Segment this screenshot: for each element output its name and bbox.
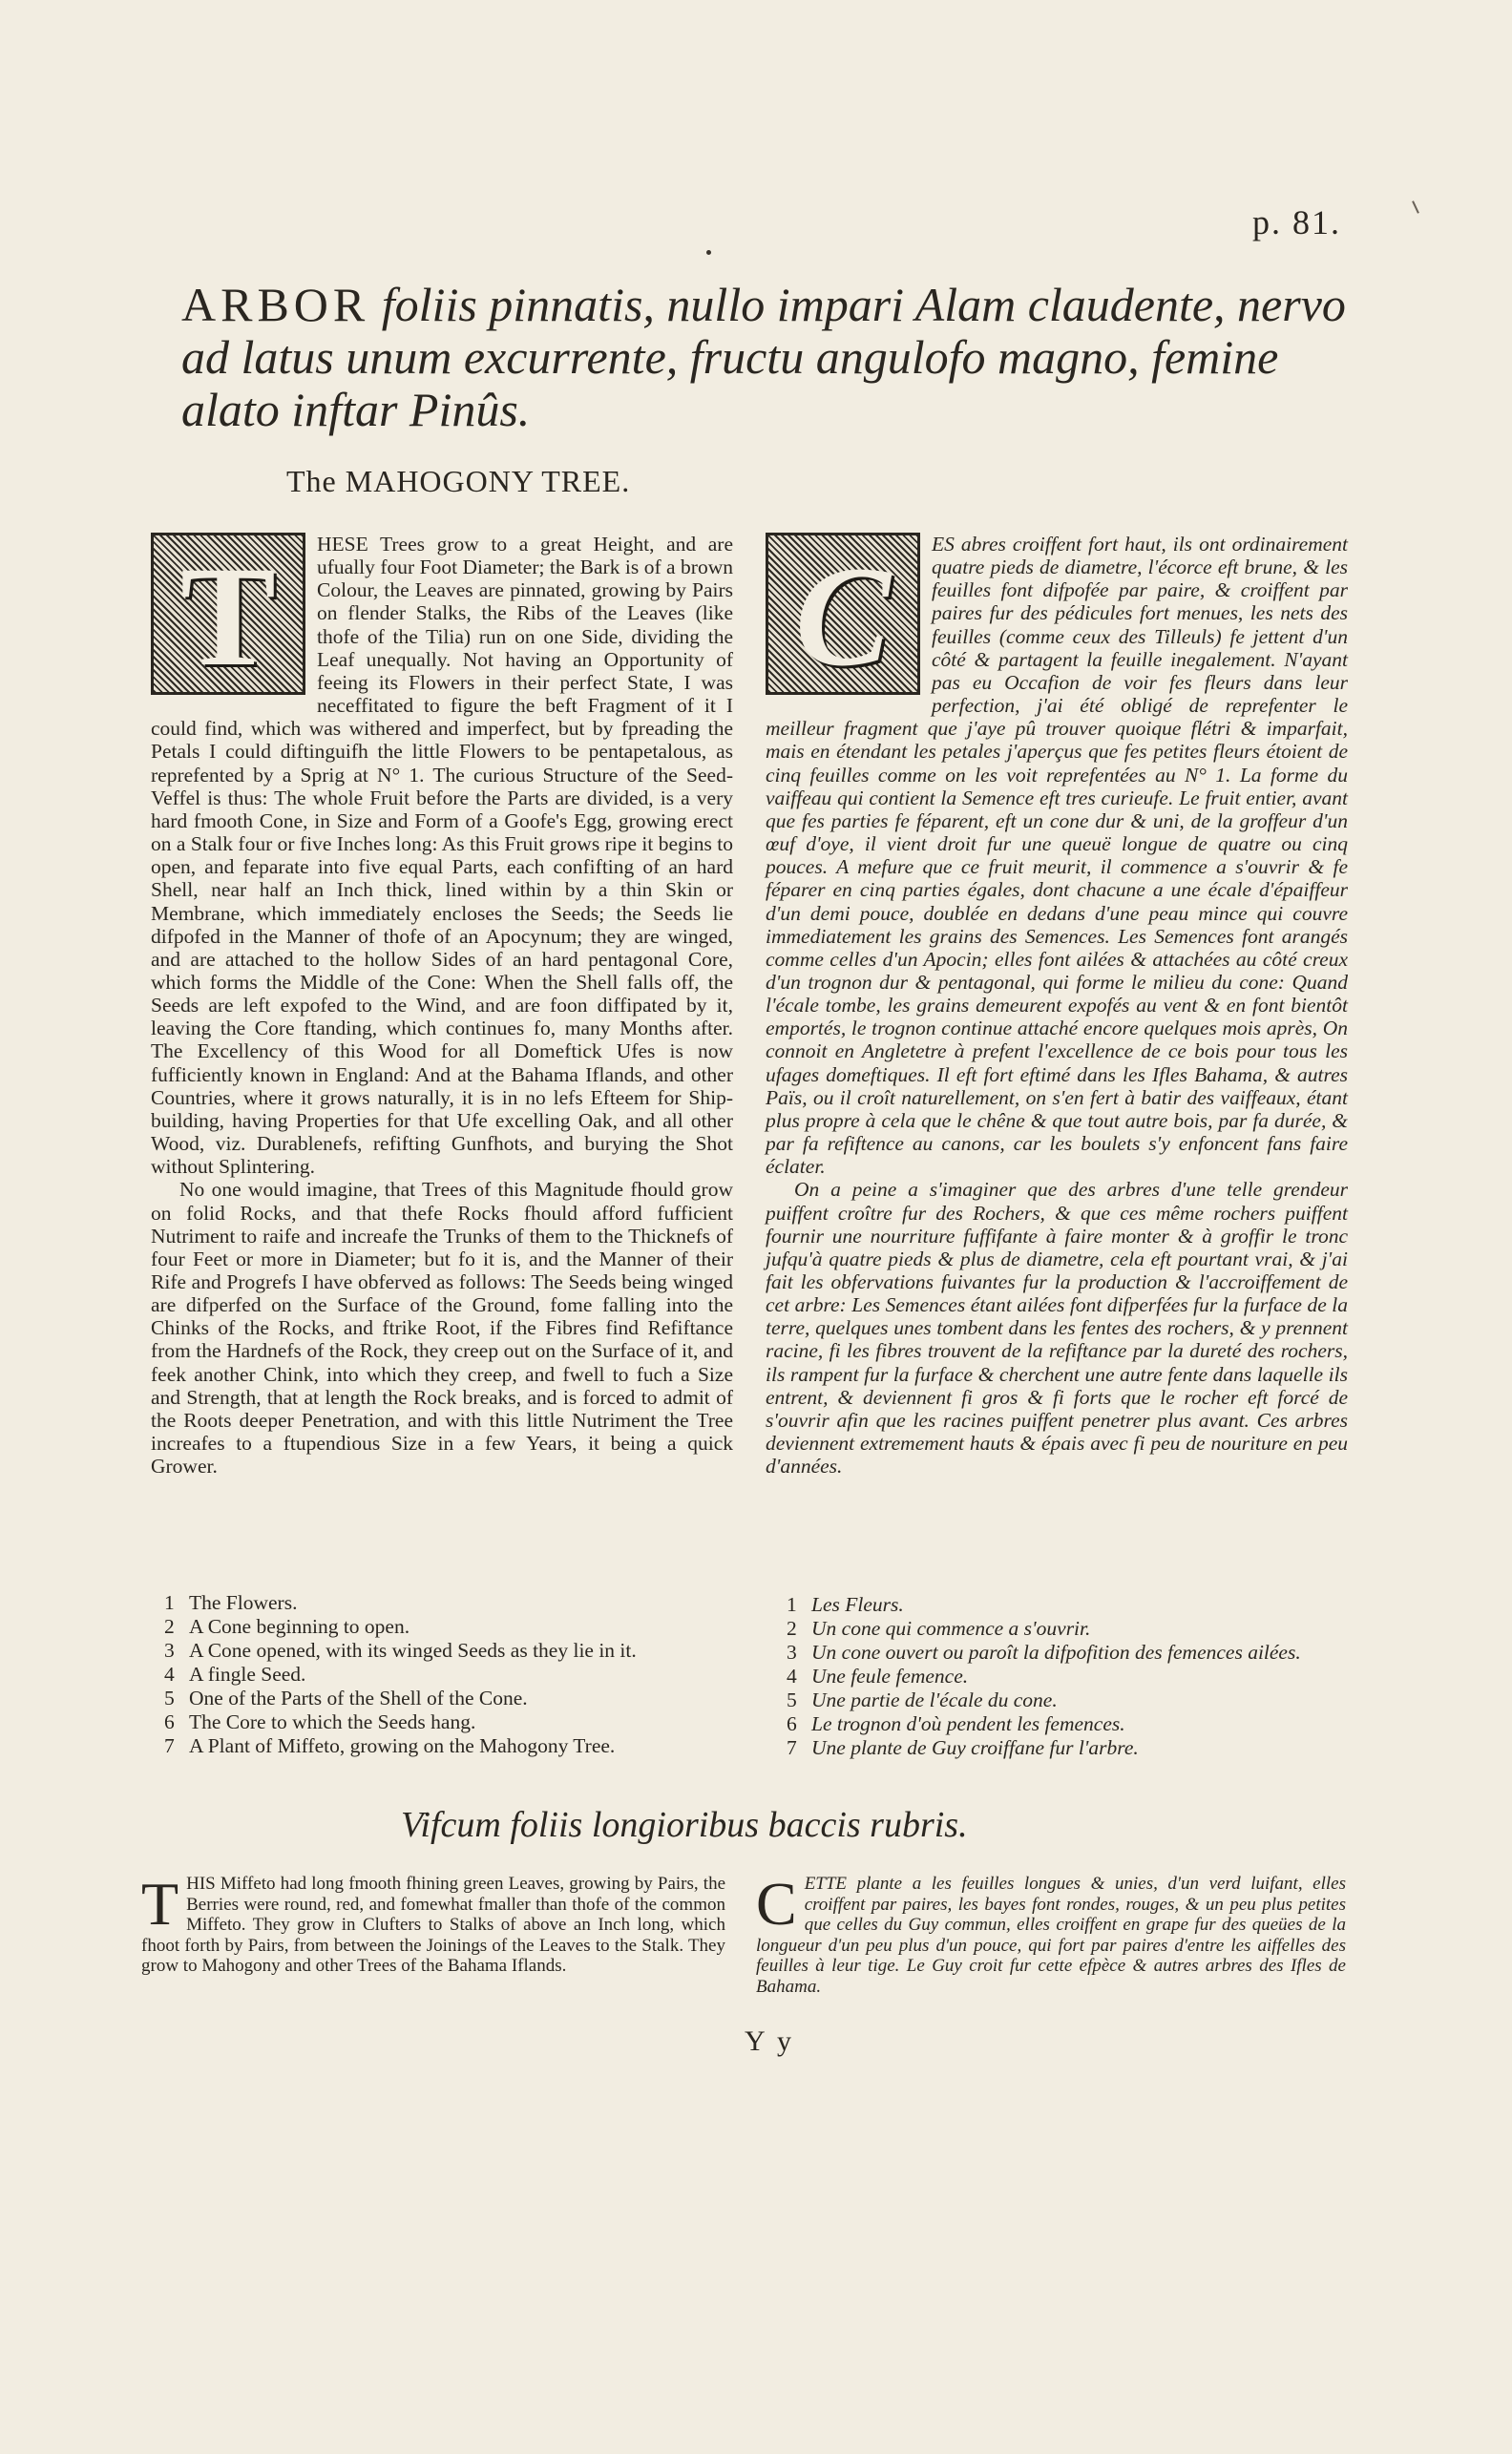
ink-dot bbox=[706, 250, 711, 255]
french-column bbox=[766, 533, 1348, 1478]
legend-item: 1 Les Fleurs. bbox=[787, 1593, 904, 1616]
legend-item: 6 The Core to which the Seeds hang. bbox=[164, 1710, 476, 1733]
misseto-french-text: ETTE plante a les feuilles longues & unies, d'un verd luifant, elles croiffent par paires, les bayes font rondes, rouges, & un peu plus petites que celles du Guy commun, elles croiffent en grape fur des queües de la longueur d'un peu plus d'un pouce, qui fort par paires d'entre les aiffelles des feuilles à leur tige. Le Guy croit fur cette efpèce & autres arbres des Ifles de Bahama. bbox=[756, 1874, 1346, 1997]
legend-item: 4 Une feule femence. bbox=[787, 1665, 969, 1688]
dropcap-letter: C bbox=[794, 537, 892, 696]
legend-item: 2 A Cone beginning to open. bbox=[164, 1615, 410, 1638]
legend-item: 7 A Plant of Miffeto, growing on the Mahogony Tree. bbox=[164, 1734, 616, 1757]
dropcap-french bbox=[766, 533, 920, 695]
legend-item: 3 A Cone opened, with its winged Seeds as they lie in it. bbox=[164, 1639, 637, 1662]
initial-letter: C bbox=[756, 1870, 797, 1938]
legend-item: 6 Le trognon d'où pendent les femences. bbox=[787, 1712, 1125, 1735]
legend-item: 5 One of the Parts of the Shell of the Cone. bbox=[164, 1687, 528, 1709]
legend-item: 2 Un cone qui commence a s'ouvrir. bbox=[787, 1617, 1091, 1640]
legend-item: 1 The Flowers. bbox=[164, 1591, 298, 1614]
signature-mark: Y y bbox=[745, 2025, 795, 2057]
legend-item: 5 Une partie de l'écale du cone. bbox=[787, 1688, 1058, 1711]
latin-title-lead: ARBOR bbox=[181, 278, 370, 331]
french-paragraph: ES abres croiffent fort haut, ils ont ordinairement quatre pieds de diametre, l'écorce eft brune, & les feuilles font difpofée par paire, & croiffent par paires fur des pédicules fort menues, les nets des feuilles (comme ceux des Tilleuls) fe jettent d'un côté & partagent la feuille inegalement. N'ayant pas eu Occafion de voir fes fleurs dans leur perfection, j'ai été obligé de reprefenter le meilleur fragment que j'aye pû trouver quoique flétri & imparfait, mais en étendant les petales j'aperçus que fes petites fleurs étoient de cinq feuilles comme on les voit reprefentées au N° 1. La forme du vaiffeau qui contient la Semence eft tres curieufe. Le fruit entier, avant que fes parties fe féparent, eft un cone dur & uni, de la groffeur d'un œuf d'oye, il vient droit fur une queuë longue de quatre ou cinq pouces. A mefure que ce fruit meurit, il commence a s'ouvrir & fe féparer en cinq parties égales, dont chacune a une écale d'épaiffeur d'un demi pouce, doublée en dedans d'une peau mince qui couvre immediatement les grains des Semences. Les Semences font arangés comme celles d'un Apocin; elles font ailées & attachées au côté creux d'un trognon dur & pentagonal, qui forme le milieu du cone: Quand l'écale tombe, les grains demeurent expofés au vent & en font bientôt emportés, le trognon continue attaché encore quelques mois après, On connoit en Angletetre à prefent l'excellence de ce bois pour tous les ufages domeftiques. Il eft fort eftimé dans les Ifles Bahama, & autres Païs, ou il croît naturellement, on s'en fert à batir des vaiffeaux, étant plus propre à cela que le chêne & que tout autre bois, par fa durée, & par fa refiftence au canons, car les boulets s'y enfoncent fans faire éclater. bbox=[766, 533, 1348, 1179]
section-title: The MAHOGONY TREE. bbox=[286, 464, 631, 498]
legend-english bbox=[164, 1591, 746, 1758]
english-column bbox=[151, 533, 733, 1478]
latin-title bbox=[181, 279, 1365, 436]
initial-letter: T bbox=[141, 1870, 179, 1938]
ink-mark bbox=[1412, 200, 1419, 214]
french-paragraph: On a peine a s'imaginer que des arbres d'une telle grendeur puiffent croître fur des Rochers, & que ces même rochers puiffent fournir une nourriture fuffifante à faire monter & à groffir le tronc jufqu'à quatre pieds & plus de diametre, cela eft pourtant vrai, & j'ai fait les obfervations fuivantes fur la production & l'accroiffement de cet arbre: Les Semences étant ailées font difperfées fur la furface de la terre, quelques unes tombent dans les fentes des rochers, & y prennent racine, fi les fibres trouvent de la refiftance par la dureté des rochers, ils rampent fur la furface & cherchent une autre fente dans laquelle ils entrent, & deviennent fi gros & fi forts que le rocher eft forcé de s'ouvrir afin que les racines puiffent penetrer plus avant. Ces arbres deviennent extremement hauts & épais avec fi peu de nouriture en peu d'années. bbox=[766, 1178, 1348, 1479]
misseto-french bbox=[756, 1870, 1346, 1997]
dropcap-letter: T bbox=[179, 537, 277, 696]
english-paragraph: HESE Trees grow to a great Height, and are ufually four Foot Diameter; the Bark is of a brown Colour, the Leaves are pinnated, growing by Pairs on flender Stalks, the Ribs of the Leaves (like thofe of the Tilia) run on one Side, dividing the Leaf unequally. Not having an Opportunity of feeing its Flowers in their perfect State, I was neceffitated to figure the beft Fragment of it I could find, which was withered and imperfect, but by fpreading the Petals I could diftinguifh the little Flowers to be pentapetalous, as reprefented by a Sprig at N° 1. The curious Structure of the Seed-Veffel is thus: The whole Fruit before the Parts are divided, is a very hard fmooth Cone, in Size and Form of a Goofe's Egg, growing erect on a Stalk four or five Inches long: As this Fruit grows ripe it begins to open, and feparate into five equal Parts, each confifting of an hard Shell, near half an Inch thick, lined within by a thin Skin or Membrane, which immediately encloses the Seeds; the Seeds lie difpofed in the Manner of thofe of an Apocynum; they are winged, and are attached to the hollow Sides of an hard pentagonal Core, which forms the Middle of the Cone: When the Shell falls off, the Seeds are left expofed to the Wind, and are foon diffipated by it, leaving the Core ftanding, which continues fo, many Months after. The Excellency of this Wood for all Domeftick Ufes is now fufficiently known in England: And at the Bahama Iflands, and other Countries, where it grows naturally, it is in no lefs Efteem for Ship-building, having Properties for that Ufe excelling Oak, and all other Wood, viz. Durablenefs, refifting Gunfhots, and burying the Shot without Splintering. bbox=[151, 533, 733, 1179]
page-number: p. 81. bbox=[1252, 203, 1341, 241]
legend-item: 3 Un cone ouvert ou paroît la difpofition des femences ailées. bbox=[787, 1641, 1301, 1664]
viscum-title: Vifcum foliis longioribus baccis rubris. bbox=[401, 1805, 968, 1845]
misseto-english bbox=[141, 1870, 725, 1977]
legend-item: 7 Une plante de Guy croiffane fur l'arbre. bbox=[787, 1736, 1139, 1759]
dropcap-english bbox=[151, 533, 305, 695]
legend-french bbox=[787, 1593, 1359, 1760]
legend-item: 4 A fingle Seed. bbox=[164, 1663, 306, 1686]
misseto-english-text: HIS Miffeto had long fmooth fhining green Leaves, growing by Pairs, the Berries were round, red, and fomewhat fmaller than thofe of the common Miffeto. They grow in Clufters to Stalks of above an Inch long, which fhoot forth by Pairs, from between the Joinings of the Leaves to the Stalk. They grow to Mahogony and other Trees of the Bahama Iflands. bbox=[141, 1874, 725, 1976]
english-paragraph: No one would imagine, that Trees of this Magnitude fhould grow on folid Rocks, and that thefe Rocks fhould afford fufficient Nutriment to raife and increafe the Trunks of them to the Thicknefs of four Feet or more in Diameter; but fo it is, and the Manner of their Rife and Progrefs I have obferved as follows: The Seeds being winged are difperfed on the Surface of the Ground, fome falling into the Chinks of the Rocks, and ftrike Root, if the Fibres find Refiftance from the Hardnefs of the Rock, they creep out on the Surface of it, and feek another Chink, into which they creep, and fwell to fuch a Size and Strength, that at length the Rock breaks, and is forced to admit of the Roots deeper Penetration, and with this little Nutriment the Tree increafes to a ftupendious Size in a few Years, it being a quick Grower. bbox=[151, 1178, 733, 1479]
latin-title-rest: foliis pinnatis, nullo impari Alam claudente, nervo ad latus unum excurrente, fructu angulofo magno, femine alato inftar Pinûs. bbox=[181, 278, 1346, 436]
